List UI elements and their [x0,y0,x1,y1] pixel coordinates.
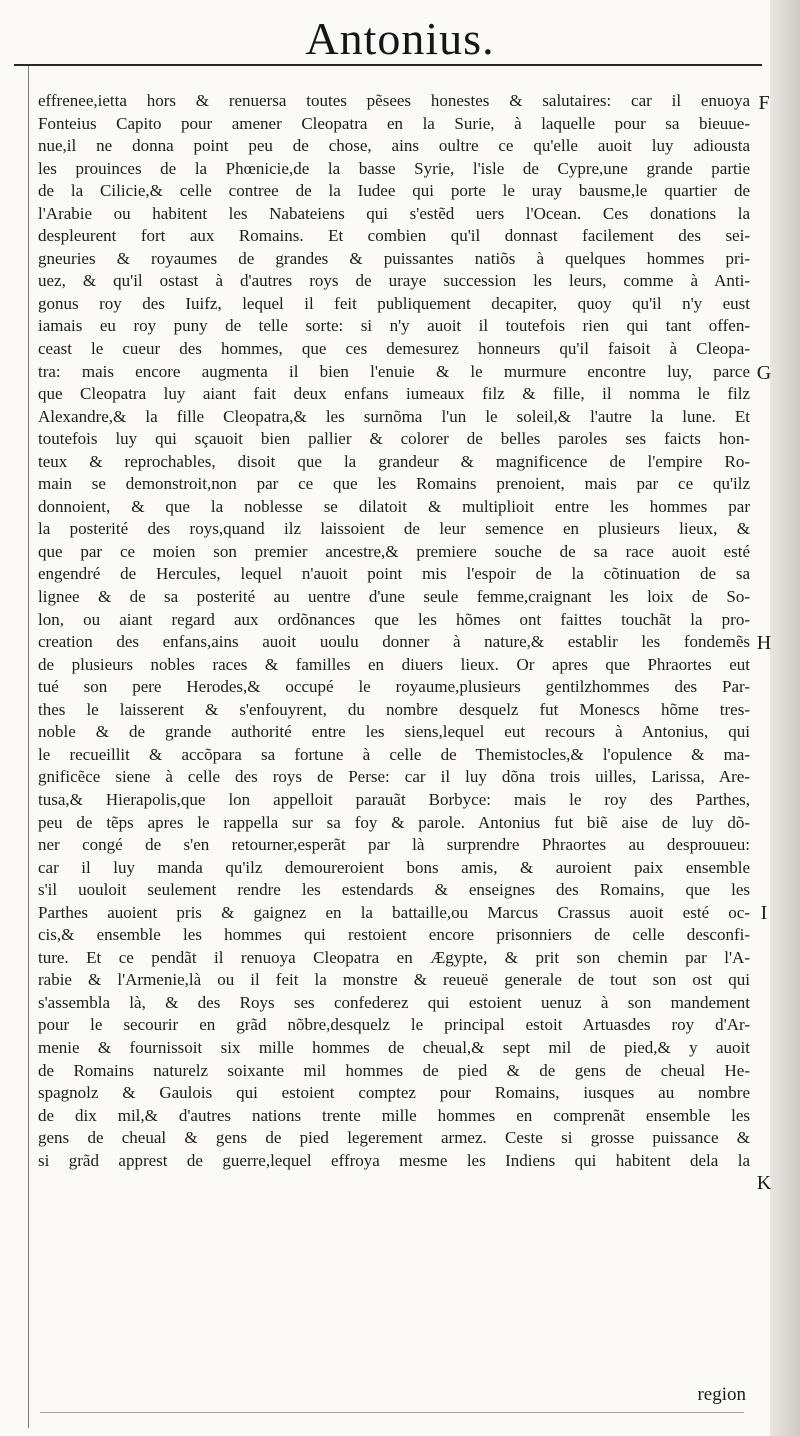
text-line: car il luy manda qu'ilz demoureroient bons amis, & auroient paix ensemble [38,857,750,877]
text-line: si grãd apprest de guerre,lequel effroya mesme les Indiens qui habitent dela la [38,1150,750,1170]
body-text [38,90,750,1172]
text-line: uez, & qu'il ostast à d'autres roys de uraye succession les leurs, comme à Anti- [38,271,750,291]
text-line: de Romains naturelz soixante mil hommes de pied & de gens de cheual He- [38,1060,750,1080]
text-line: peu de tẽps apres le rappella sur sa foy & parole. Antonius fut biẽ aise de luy dõ- [38,812,750,832]
text-line: de la Cilicie,& celle contree de la Iudee qui porte le uray bausme,le quartier de [38,181,750,201]
text-line: nue,il ne donna point peu de chose, ains oultre ce qu'elle auoit luy adiousta [38,136,750,156]
text-line: tusa,& Hierapolis,que lon appelloit parauãt Borbyce: mais le roy des Parthes, [38,789,750,809]
text-line: iamais eu roy puny de telle sorte: si n'y auoit il toutefois rien qui tant offen- [38,316,750,336]
text-line: tué son pere Herodes,& occupé le royaume,plusieurs gentilzhommes des Par- [38,677,750,697]
margin-letter-g: G [756,362,772,384]
text-line: toutefois luy qui sçauoit bien pallier & colorer de belles paroles ses faicts hon- [38,429,750,449]
text-line: tra: mais encore augmenta il bien l'enuie & le murmure encontre luy, parce [38,361,750,381]
text-line: thes le laisserent & s'enfouyrent, du nombre desquelz fut Monescs hõme tres- [38,699,750,719]
text-line: gnificẽce siene à celle des roys de Perse: car il luy dõna trois uilles, Larissa, Are- [38,767,750,787]
text-line: ceast le cueur des hommes, que ces demesurez honneurs qu'il faisoit à Cleopa- [38,339,750,359]
text-line: s'il uouloit seulement rendre les estendards & enseignes des Romains, que les [38,880,750,900]
text-line: creation des enfans,ains auoit uoulu donner à nature,& establir les fondemẽs [38,632,750,652]
text-line: Alexandre,& la fille Cleopatra,& les surnõma l'un le soleil,& l'autre la lune. Et [38,406,750,426]
text-line: l'Arabie ou habitent les Nabateiens qui s'estẽd uers l'Ocean. Ces donations la [38,203,750,223]
text-line: Fonteius Capito pour amener Cleopatra en la Surie, à laquelle pour sa bieuue- [38,113,750,133]
text-line: pour le secourir en grãd nõbre,desquelz le principal estoit Artuasdes roy d'Ar- [38,1015,750,1035]
margin-letter-k: K [756,1172,772,1194]
text-line: que par ce moien son premier ancestre,& premiere souche de sa race auoit esté [38,541,750,561]
text-line: lignee & de sa posterité au uentre d'une seule femme,craignant les loix de So- [38,587,750,607]
text-line: main se demonstroit,non par ce que les Romains prenoient, mais par ce qu'ilz [38,474,750,494]
text-line: noble & de grande authorité entre les siens,lequel eut recours à Antonius, qui [38,722,750,742]
text-line: donnoient, & que la noblesse se dilatoit & multiplioit entre les hommes par [38,496,750,516]
margin-letter-i: I [760,902,768,924]
header-rule [14,64,762,66]
text-line: que Cleopatra luy aiant fait deux enfans iumeaux filz & fille, il nomma le filz [38,384,750,404]
text-line: la posterité des roys,quand ilz laissoient de leur semence en plusieurs lieux, & [38,519,750,539]
text-line: despleurent fort aux Romains. Et combien qu'il donnast facilement des sei- [38,226,750,246]
text-line: de dix mil,& d'autres nations trente mille hommes en comprenãt ensemble les [38,1105,750,1125]
running-head-title: Antonius. [305,13,495,64]
text-line: teux & reprochables, disoit que la grandeur & magnificence de l'empire Ro- [38,451,750,471]
text-line: gens de cheual & gens de pied legerement armez. Ceste si grosse puissance & [38,1128,750,1148]
text-line: effrenee,ietta hors & renuersa toutes pẽsees honestes & salutaires: car il enuoya [38,91,750,110]
text-line: ture. Et ce pendãt il renuoya Cleopatra en Ægypte, & prit son chemin par l'A- [38,947,750,967]
margin-letter-h: H [756,632,772,654]
bottom-rule [40,1412,744,1413]
margin-letter-f: F [758,92,770,114]
catchword: region [697,1384,746,1405]
text-line: menie & fournissoit six mille hommes de cheual,& sept mil de pied,& y auoit [38,1037,750,1057]
facing-page-edge [770,0,800,1436]
text-line: Parthes auoient pris & gaignez en la battaille,ou Marcus Crassus auoit esté oc- [38,902,750,922]
text-line: ner congé de s'en retourner,esperãt par là surprendre Phraortes au desprouueu: [38,835,750,855]
text-line: spagnolz & Gaulois qui estoient comptez pour Romains, iusques au nombre [38,1083,750,1103]
text-line: s'assembla là, & des Roys ses confederez qui estoient uenuz à son mandement [38,992,750,1012]
text-line: rabie & l'Armenie,là ou il feit la monstre & reueuë generale de tout son ost qui [38,970,750,990]
text-line: le recueillit & accõpara sa fortune à celle de Themistocles,& l'opulence & ma- [38,744,750,764]
text-line: gneuries & royaumes de grandes & puissantes natiõs à quelques hommes pri- [38,248,750,268]
text-line: les prouinces de la Phœnicie,de la basse Syrie, l'isle de Cypre,une grande partie [38,158,750,178]
text-line: lon, ou aiant regard aux ordõnances que les hõmes ont faittes touchãt la pro- [38,609,750,629]
text-line: de plusieurs nobles races & familles en diuers lieux. Or apres que Phraortes eut [38,654,750,674]
left-margin-rule [28,66,29,1428]
text-line: engendré de Hercules, lequel n'auoit point mis l'espoir de la cõtinuation de sa [38,564,750,584]
text-line: gonus roy des Iuifz, lequel il feit publiquement decapiter, quoy qu'il n'y eust [38,293,750,313]
text-line: cis,& ensemble les hommes qui restoient encore prisonniers de celle desconfi- [38,925,750,945]
